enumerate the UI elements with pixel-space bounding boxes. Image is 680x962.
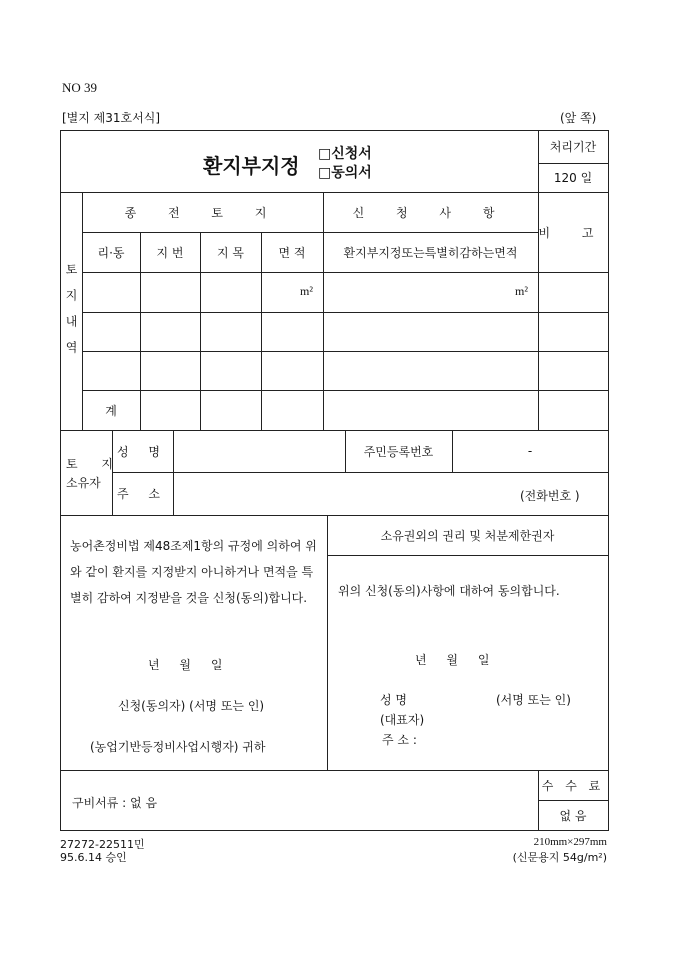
applicant-signature[interactable]: 신청(동의자) (서명 또는 인) bbox=[118, 699, 265, 713]
consent-statement: 위의 신청(동의)사항에 대하여 동의합니다. bbox=[338, 584, 560, 598]
fee-value: 없 음 bbox=[559, 808, 587, 823]
paper-type: (신문용지 54g/m²) bbox=[512, 851, 607, 864]
area-unit: m² bbox=[300, 284, 313, 298]
owner-address-label: 주 소 bbox=[117, 487, 168, 501]
remarks-header: 비 고 bbox=[538, 225, 608, 240]
col-village: 리·동 bbox=[97, 245, 125, 260]
col-lot-number: 지 번 bbox=[156, 245, 184, 260]
page-side: (앞 쪽) bbox=[560, 111, 597, 125]
application-header: 신 청 사 항 bbox=[352, 205, 509, 220]
owner-name-field[interactable] bbox=[173, 430, 345, 472]
land-details-label: 토지내역 bbox=[64, 263, 78, 367]
processing-period-label: 처리기간 bbox=[549, 140, 597, 154]
consenter-address-label: 주 소 : bbox=[382, 733, 417, 747]
application-date: 년 월 일 bbox=[148, 658, 223, 672]
previous-land-header: 종 전 토 지 bbox=[124, 205, 281, 220]
owner-label-2: 소유자 bbox=[66, 476, 101, 490]
application-statement: 농어촌정비법 제48조제1항의 규정에 의하여 위와 같이 환지를 지정받지 아니하거나 면적을 특별히 감하여 지정받을 것을 신청(동의)합니다. bbox=[70, 539, 317, 605]
form-code: 27272-22511민 bbox=[60, 838, 145, 851]
rrn-label: 주민등록번호 bbox=[363, 444, 434, 459]
option-application-checkbox[interactable]: □신청서 bbox=[318, 146, 372, 162]
form-number: NO 39 bbox=[62, 80, 98, 95]
rrn-field[interactable]: - bbox=[527, 444, 533, 458]
addressee: (농업기반등정비사업시행자) 귀하 bbox=[90, 740, 266, 754]
col-reduced-area: 환지부지정또는특별히감하는면적 bbox=[343, 245, 518, 260]
required-documents: 구비서류 : 없 음 bbox=[72, 796, 158, 810]
paper-size: 210mm×297mm bbox=[533, 836, 607, 848]
form-reference: [별지 제31호서식] bbox=[62, 111, 160, 125]
col-area: 면 적 bbox=[278, 245, 306, 260]
consenter-signature[interactable]: (서명 또는 인) bbox=[496, 693, 571, 707]
owner-name-label: 성 명 bbox=[117, 444, 168, 459]
consenter-name-label: 성 명 bbox=[380, 693, 407, 707]
fee-label: 수 수 료 bbox=[541, 778, 605, 793]
representative-label: (대표자) bbox=[380, 713, 425, 727]
processing-period-value: 120 일 bbox=[553, 171, 593, 185]
consent-header: 소유권외의 권리 및 처분제한권자 bbox=[380, 528, 555, 543]
col-land-category: 지 목 bbox=[217, 245, 244, 260]
total-label: 계 bbox=[105, 403, 117, 418]
owner-label-1: 토 지 bbox=[66, 457, 123, 471]
approval-date: 95.6.14 승인 bbox=[60, 851, 127, 864]
option-consent-checkbox[interactable]: □동의서 bbox=[318, 165, 372, 181]
phone-label: (전화번호 ) bbox=[520, 489, 580, 503]
consent-date: 년 월 일 bbox=[415, 653, 490, 667]
reduced-area-unit: m² bbox=[515, 284, 528, 298]
form-title: 환지부지정 bbox=[203, 154, 300, 178]
